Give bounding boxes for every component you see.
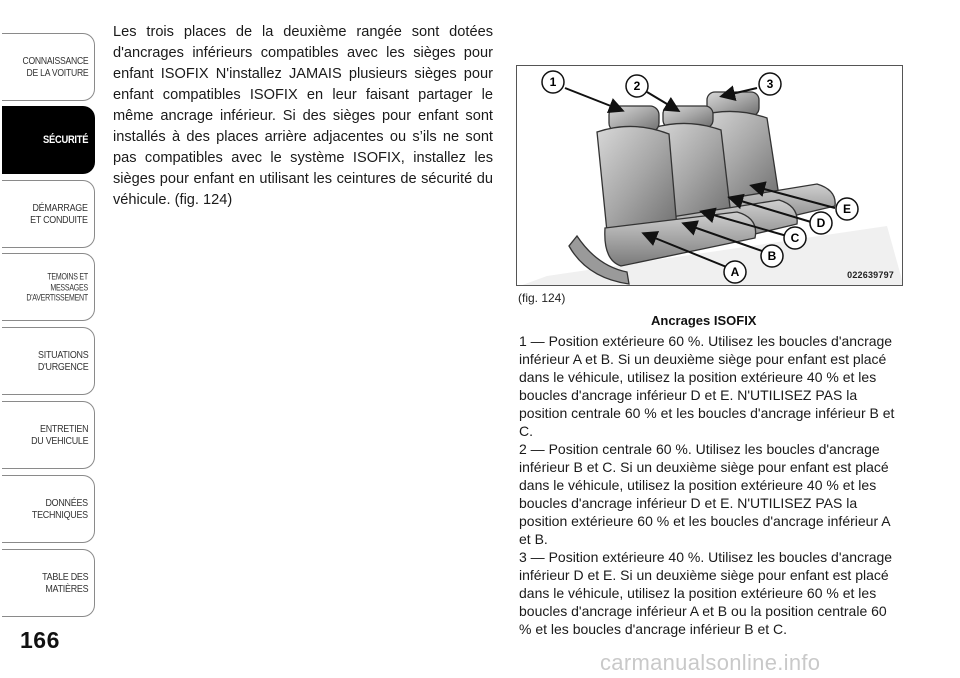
figure-code: 022639797	[847, 270, 894, 280]
chapter-tabs	[0, 0, 97, 640]
tab-label: TABLE DES MATIÈRES	[41, 571, 88, 595]
tab-temoins[interactable]	[2, 253, 95, 321]
tab-label: SITUATIONS D'URGENCE	[37, 349, 88, 373]
isofix-figure	[516, 65, 903, 286]
intro-paragraph: Les trois places de la deuxième rangée sont dotées d'ancrages inférieurs compatibles avec les sièges pour enfant ISOFIX N'installez JAMAIS plusieurs sièges pour enfant compatibles ISOFIX en leur faisant partager le même ancrage inférieur. Si des sièges pour enfant sont installés à des places arrière adjacentes ou s’ils ne sont pas compatibles avec le système ISOFIX, installez les sièges pour enfant en utilisant les ceintures de sécurité du véhicule. (fig. 124)	[113, 24, 493, 208]
page-number: 166	[20, 627, 60, 653]
tab-connaissance[interactable]	[2, 33, 95, 101]
callout-label: D	[816, 216, 826, 230]
callout-c	[784, 227, 806, 249]
callout-label: 1	[549, 75, 557, 89]
position-item-2: 2 — Position centrale 60 %. Utilisez les boucles d'ancrage inférieur B et C. Si un deuxième siège pour enfant est placé dans le véhicule, utilisez la position extérieure 40 % et les boucles d'ancrage inférieur D et E. N'UTILISEZ PAS la position extérieure 60 % et les boucles d'ancrage inférieur A et B.	[519, 441, 890, 547]
tab-securite[interactable]	[2, 106, 95, 174]
callout-label: 2	[633, 79, 641, 93]
watermark: carmanualsonline.info	[600, 650, 821, 675]
tab-donnees[interactable]	[2, 475, 95, 543]
figure-reference: (fig. 124)	[518, 291, 566, 305]
callout-d	[810, 212, 832, 234]
callout-2	[626, 75, 648, 97]
callout-a	[724, 261, 746, 283]
callout-3	[759, 73, 781, 95]
position-list	[519, 332, 903, 638]
callout-label: E	[842, 202, 852, 216]
callout-label: A	[730, 265, 740, 279]
callout-label: C	[790, 231, 800, 245]
tab-table-des-matieres[interactable]	[2, 549, 95, 617]
tab-situations[interactable]	[2, 327, 95, 395]
tab-label: TEMOINS ET MESSAGES D'AVERTISSEMENT	[26, 271, 88, 303]
figure-caption: Ancrages ISOFIX	[651, 313, 757, 328]
tab-label: DONNÉES TECHNIQUES	[32, 497, 88, 521]
position-item-3: 3 — Position extérieure 40 %. Utilisez les boucles d'ancrage inférieur D et E. Si un deuxième siège pour enfant est placé dans le véhicule, utilisez la position extérieure 60 % et les boucles d'ancrage inférieur A et B ou la position centrale 60 % et les boucles d'ancrage inférieur B et C.	[519, 549, 893, 637]
tab-label: SÉCURITÉ	[42, 134, 88, 146]
callout-b	[761, 245, 783, 267]
position-item-1: 1 — Position extérieure 60 %. Utilisez les boucles d'ancrage inférieur A et B. Si un deuxième siège pour enfant est placé dans le véhicule, utilisez la position extérieure 40 % et les boucles d'ancrage inférieur D et E. N'UTILISEZ PAS la position centrale 60 % et les boucles d'ancrage inférieur B et C.	[519, 333, 895, 439]
callout-1	[542, 71, 564, 93]
tab-demarrage[interactable]	[2, 180, 95, 248]
tab-label: CONNAISSANCE DE LA VOITURE	[22, 55, 88, 79]
callout-e	[836, 198, 858, 220]
callout-label: B	[767, 249, 777, 263]
tab-label: ENTRETIEN DU VEHICULE	[30, 423, 88, 447]
tab-label: DÉMARRAGE ET CONDUITE	[30, 202, 88, 226]
tab-entretien[interactable]	[2, 401, 95, 469]
rear-seats-illustration	[517, 66, 903, 286]
callout-label: 3	[766, 77, 774, 91]
